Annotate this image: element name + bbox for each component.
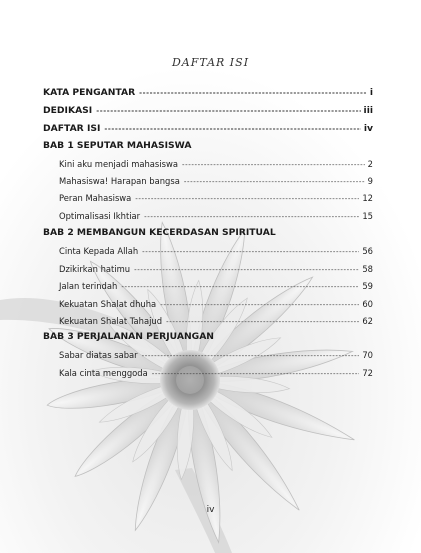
dot-leader (184, 175, 365, 189)
toc-item-label: Jalan terindah (59, 281, 118, 291)
toc-item-page: 58 (362, 264, 373, 274)
toc-entry-kata-pengantar[interactable] (43, 86, 373, 100)
dot-leader (152, 367, 360, 381)
dot-leader (160, 298, 359, 312)
toc-item-kekuatan-shalat-dhuha[interactable] (59, 297, 373, 311)
toc-item-dzikirkan-hatimu[interactable] (59, 262, 373, 276)
toc-entry-page: iv (363, 123, 373, 134)
dot-leader (134, 263, 359, 277)
toc-item-label: Dzikirkan hatimu (59, 264, 131, 274)
dot-leader (121, 280, 359, 294)
toc-item-page: 9 (367, 176, 373, 186)
dot-leader (144, 210, 359, 224)
toc-item-mahasiswa-harapan-bangsa[interactable] (59, 174, 373, 188)
toc-item-sabar-diatas-sabar[interactable] (59, 348, 373, 362)
toc-entry-label: KATA PENGANTAR (43, 87, 136, 98)
toc-item-label: Kala cinta menggoda (59, 368, 148, 378)
dot-leader (139, 86, 367, 100)
toc-item-page: 70 (362, 350, 373, 360)
toc-item-label: Sabar diatas sabar (59, 350, 138, 360)
toc-item-kekuatan-shalat-tahajud[interactable] (59, 314, 373, 328)
toc-entry-daftar-isi[interactable] (43, 122, 373, 136)
toc-item-label: Peran Mahasiswa (59, 193, 132, 203)
toc-item-optimalisasi-ikhtiar[interactable] (59, 209, 373, 223)
page-title: DAFTAR ISI (171, 56, 250, 69)
toc-entry-dedikasi[interactable] (43, 104, 373, 118)
toc-entry-page: i (369, 87, 373, 98)
toc-item-label: Optimalisasi Ikhtiar (59, 211, 141, 221)
dot-leader (142, 349, 360, 363)
chapter-heading-bab-3[interactable]: BAB 3 PERJALANAN PERJUANGAN (43, 331, 214, 342)
toc-item-page: 72 (362, 368, 373, 378)
toc-item-page: 59 (362, 281, 373, 291)
toc-entry-label: DEDIKASI (43, 105, 93, 116)
dot-leader (166, 315, 359, 329)
toc-item-page: 60 (362, 299, 373, 309)
toc-item-page: 15 (362, 211, 373, 221)
toc-entry-page: iii (363, 105, 373, 116)
toc-item-jalan-terindah[interactable] (59, 279, 373, 293)
toc-item-cinta-kepada-allah[interactable] (59, 244, 373, 258)
toc-item-kala-cinta-menggoda[interactable] (59, 366, 373, 380)
page-number: iv (206, 505, 215, 515)
toc-item-kini-aku-menjadi-mahasiswa[interactable] (59, 157, 373, 171)
chapter-heading-bab-2[interactable]: BAB 2 MEMBANGUN KECERDASAN SPIRITUAL (43, 227, 276, 238)
toc-item-peran-mahasiswa[interactable] (59, 191, 373, 205)
toc-item-page: 56 (362, 246, 373, 256)
toc-entry-label: DAFTAR ISI (43, 123, 101, 134)
dot-leader (182, 158, 365, 172)
toc-item-label: Kini aku menjadi mahasiswa (59, 159, 178, 169)
toc-item-page: 2 (367, 159, 373, 169)
toc-item-label: Mahasiswa! Harapan bangsa (59, 176, 180, 186)
dot-leader (135, 192, 359, 206)
toc-item-label: Kekuatan Shalat Tahajud (59, 316, 163, 326)
toc-item-label: Kekuatan Shalat dhuha (59, 299, 157, 309)
toc-item-label: Cinta Kepada Allah (59, 246, 139, 256)
dot-leader (104, 122, 360, 136)
toc-item-page: 62 (362, 316, 373, 326)
dot-leader (96, 104, 360, 118)
toc-item-page: 12 (362, 193, 373, 203)
dot-leader (142, 245, 359, 259)
chapter-heading-bab-1[interactable]: BAB 1 SEPUTAR MAHASISWA (43, 140, 192, 151)
